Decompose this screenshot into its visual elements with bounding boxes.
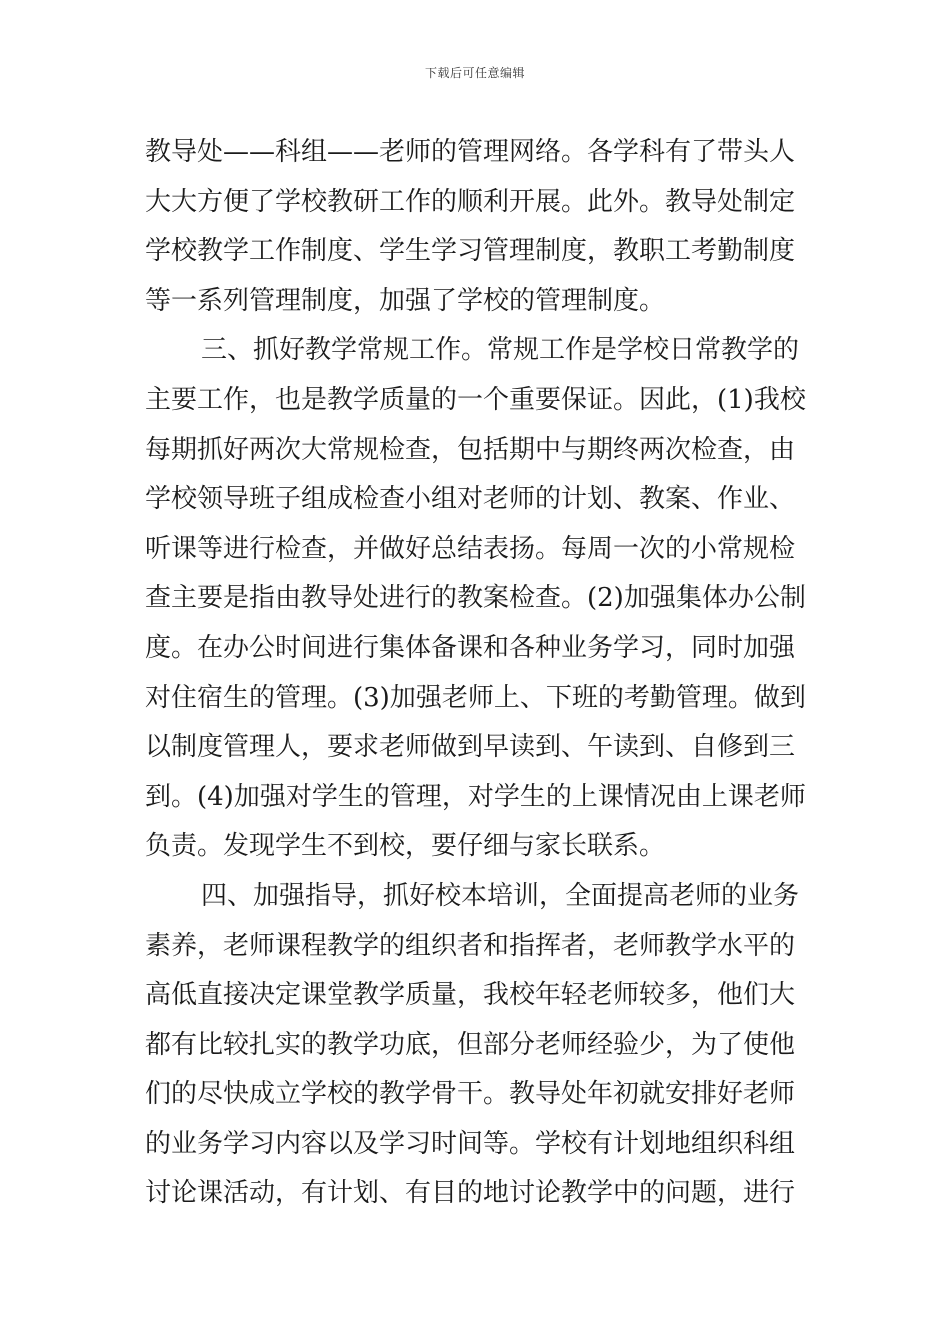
text-line: 负责。发现学生不到校，要仔细与家长联系。	[145, 831, 666, 862]
text-line: 大大方便了学校教研工作的顺利开展。此外。教导处制定	[145, 186, 796, 217]
text-line: 主要工作，也是教学质量的一个重要保证。因此，(1)我校	[145, 384, 806, 415]
text-line: 讨论课活动，有计划、有目的地讨论教学中的问题，进行	[145, 1178, 796, 1209]
text-line: 学校领导班子组成检查小组对老师的计划、教案、作业、	[145, 484, 796, 515]
text-line: 的业务学习内容以及学习时间等。学校有计划地组织科组	[145, 1128, 796, 1159]
page-header: 下载后可任意编辑	[424, 66, 525, 80]
paragraph-start-line: 三、抓好教学常规工作。常规工作是学校日常教学的	[201, 335, 800, 366]
text-line: 等一系列管理制度，加强了学校的管理制度。	[145, 285, 666, 316]
text-line: 对住宿生的管理。(3)加强老师上、下班的考勤管理。做到	[145, 682, 806, 713]
text-line: 学校教学工作制度、学生学习管理制度，教职工考勤制度	[145, 236, 796, 267]
text-line: 听课等进行检查，并做好总结表扬。每周一次的小常规检	[145, 533, 796, 564]
document-body	[145, 128, 810, 1219]
paragraph-start-line: 四、加强指导，抓好校本培训，全面提高老师的业务	[201, 880, 800, 911]
text-line: 每期抓好两次大常规检查，包括期中与期终两次检查，由	[145, 434, 796, 465]
text-line: 教导处——科组——老师的管理网络。各学科有了带头人	[145, 137, 796, 167]
text-line: 都有比较扎实的教学功底，但部分老师经验少，为了使他	[145, 1029, 796, 1060]
text-line: 们的尽快成立学校的教学骨干。教导处年初就安排好老师	[145, 1079, 796, 1110]
text-line: 到。(4)加强对学生的管理，对学生的上课情况由上课老师	[145, 781, 806, 812]
text-line: 高低直接决定课堂教学质量，我校年轻老师较多，他们大	[145, 980, 796, 1011]
text-line: 素养，老师课程教学的组织者和指挥者，老师教学水平的	[145, 930, 796, 961]
text-line: 查主要是指由教导处进行的教案检查。(2)加强集体办公制	[145, 583, 806, 614]
text-line: 度。在办公时间进行集体备课和各种业务学习，同时加强	[145, 632, 796, 663]
text-line: 以制度管理人，要求老师做到早读到、午读到、自修到三	[145, 732, 796, 763]
